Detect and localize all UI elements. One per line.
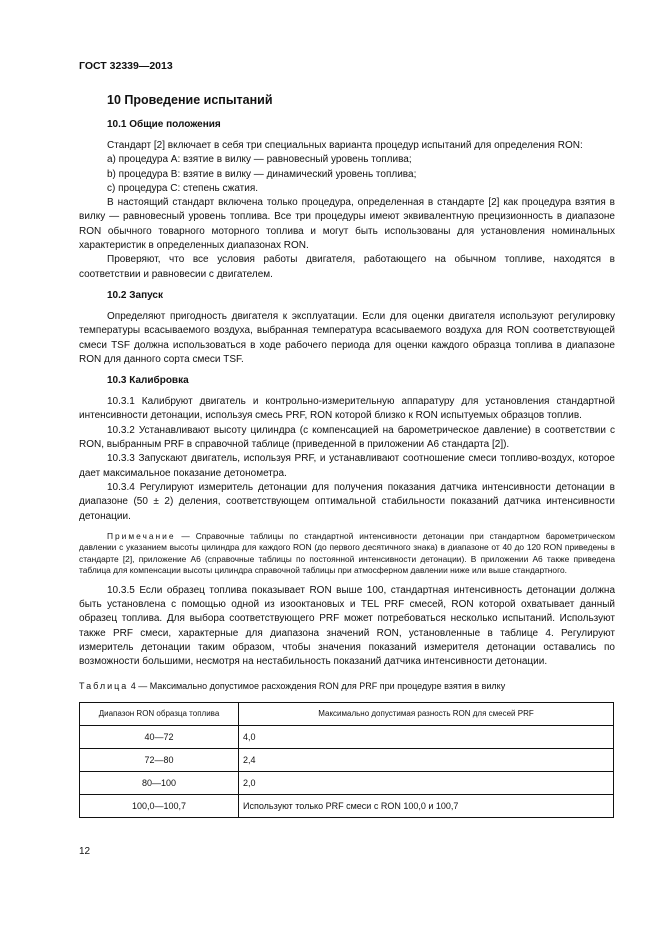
table-4 (79, 702, 614, 818)
table-caption (79, 680, 615, 692)
table-caption-text: 4 — Максимально допустимое расхождения RON для PRF при процедуре взятия в вилку (128, 680, 506, 691)
table-cell: 72—80 (80, 748, 239, 771)
subsection-title-10-3: 10.3 Калибровка (107, 375, 189, 387)
paragraph: 10.3.1 Калибруют двигатель и контрольно-измерительную аппаратуру для установления стандартной интенсивности детонации, используя смесь PRF, RON которой близко к RON испытуемых образцов топлив. (79, 396, 615, 422)
paragraph: Стандарт [2] включает в себя три специальных варианта процедур испытаний для определения RON: (107, 140, 583, 151)
list-item: b) процедура В: взятие в вилку — динамический уровень топлива; (107, 168, 417, 180)
column-header: Диапазон RON образца топлива (80, 702, 239, 725)
subsection-title-10-1: 10.1 Общие положения (107, 119, 221, 130)
note (79, 531, 615, 577)
standard-header: ГОСТ 32339—2013 (79, 60, 173, 72)
paragraph: 10.3.3 Запускают двигатель, используя PRF, и устанавливают соотношение смеси топливо-воздух, которое дает максимальное показание детонометра. (79, 453, 615, 479)
table-row (80, 771, 614, 794)
note-label: Примечание (107, 530, 176, 541)
paragraph: 10.3.4 Регулируют измеритель детонации для получения показания датчика интенсивности детонации в диапазоне (50 ± 2) деления, соответствующем оптимальной стабильности показаний датчика интенсивности детонации. (79, 481, 615, 522)
table-cell: 2,4 (239, 748, 614, 771)
column-header: Максимально допустимая разность RON для смесей PRF (239, 702, 614, 725)
note-text: — Справочные таблицы по стандартной интенсивности детонации при стандартном барометрическом давлении с указанием высоты цилиндра для каждого RON (до первого десятичного знака) в диапазоне от 40 до 120 RON приведены в стандарте [2], приложение А6 (справочные таблицы по постоянной интенсивности детонации). В приложении А6 также приведена таблица для компенсации высоты цилиндра справочной таблицы при атмосферном давлении ниже или выше стандартного. (79, 530, 615, 576)
table-cell: 40—72 (80, 725, 239, 748)
list-item: а) процедура А: взятие в вилку — равновесный уровень топлива; (107, 154, 412, 166)
table-row (80, 794, 614, 817)
table-row (80, 748, 614, 771)
page-number: 12 (79, 846, 91, 857)
table-cell: 4,0 (239, 725, 614, 748)
paragraph: Проверяют, что все условия работы двигателя, работающего на обычном топливе, находятся в соответствии и равновесии с двигателем. (79, 254, 615, 280)
table-cell: 2,0 (239, 771, 614, 794)
table-cell: 100,0—100,7 (80, 794, 239, 817)
table-header-row (80, 702, 614, 725)
paragraph: 10.3.5 Если образец топлива показывает RON выше 100, стандартная интенсивность детонации должна быть установлена с помощью одной из изооктановых и TEL PRF смесей, RON которой охватывает данный образец топлива. Для выбора соответствующего PRF может потребоваться несколько испытаний. Используют также PRF смеси, характерные для диапазона значений RON, установленные в таблице 4. Регулируют измеритель детонации таким образом, чтобы значения показаний измерителя детонации оставались по возможности большими, несмотря на нестабильность показаний датчика интенсивности детонации. (79, 584, 615, 668)
section-title: 10 Проведение испытаний (107, 93, 273, 107)
content-body (79, 118, 615, 818)
list-item: с) процедура С: степень сжатия. (107, 182, 259, 194)
table-cell: Используют только PRF смеси с RON 100,0 и 100,7 (239, 794, 614, 817)
subsection-title-10-2: 10.2 Запуск (107, 289, 163, 301)
paragraph: В настоящий стандарт включена только процедура, определенная в стандарте [2] как процедура взятия в вилку — равновесный уровень топлива. Все три процедуры имеют эквивалентную прецизионность в диапазоне RON обычного товарного моторного топлива и могут быть использованы для установления номинальных характеристик в определенных диапазонах RON. (79, 197, 615, 252)
table-cell: 80—100 (80, 771, 239, 794)
table-row (80, 725, 614, 748)
table-caption-label: Таблица (79, 680, 129, 691)
paragraph: Определяют пригодность двигателя к эксплуатации. Если для оценки двигателя используют регулировку температуры всасываемого воздуха, выбранная температура всасываемого воздуха для RON соответствующей смеси TSF должна использоваться в ходе рабочего периода для оценки каждого образца топлива в диапазоне RON для данного сорта смеси TSF. (79, 310, 615, 365)
paragraph: 10.3.2 Устанавливают высоту цилиндра (с компенсацией на барометрическое давление) в соответствии с RON, выбранным PRF в справочной таблице (приведенной в приложении А6 стандарта [2]). (79, 424, 615, 451)
